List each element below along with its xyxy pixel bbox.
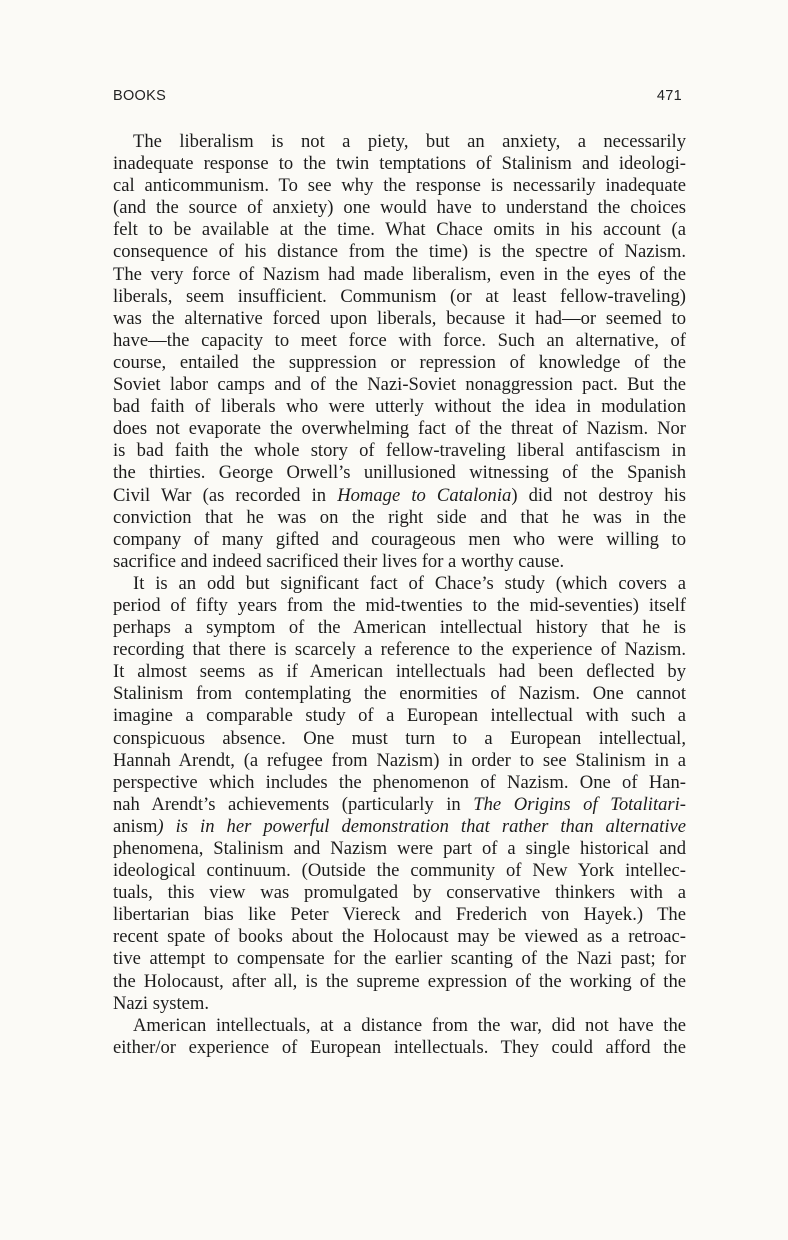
text-line: It almost seems as if American intellectuals had been deflected by: [113, 661, 686, 683]
text-line: It is an odd but significant fact of Chace’s study (which covers a: [133, 572, 686, 594]
text-line: tuals, this view was promulgated by conservative thinkers with a: [113, 882, 686, 904]
page-number: 471: [656, 88, 682, 104]
text-line: the Holocaust, after all, is the supreme expression of the working of the: [113, 970, 686, 992]
text-line: inadequate response to the twin temptations of Stalinism and ideologi-: [113, 153, 686, 175]
text-line: conviction that he was on the right side and that he was in the: [113, 506, 686, 528]
text-line: conspicuous absence. One must turn to a European intellectual,: [113, 727, 686, 749]
text-line: perspective which includes the phenomenon of Nazism. One of Han-: [113, 771, 686, 793]
text-line: The liberalism is not a piety, but an anxiety, a necessarily: [133, 131, 686, 152]
text-line: does not evaporate the overwhelming fact of the threat of Nazism. Nor: [113, 418, 686, 440]
text-line: liberals, seem insufficient. Communism (or at least fellow-traveling): [113, 285, 686, 307]
text-line: bad faith of liberals who were utterly without the idea in modulation: [113, 396, 686, 418]
book-title: ) is in her powerful demonstration that rather than alternative: [157, 815, 686, 837]
text-line: sacrifice and indeed sacrificed their lives for a worthy cause.: [113, 550, 565, 572]
text-line: American intellectuals, at a distance from the war, did not have the: [133, 1014, 686, 1036]
text-line: phenomena, Stalinism and Nazism were part of a single historical and: [113, 838, 686, 859]
text-line: either/or experience of European intellectuals. They could afford the: [113, 1036, 686, 1058]
text-line: course, entailed the suppression or repression of knowledge of the: [113, 351, 686, 373]
text-line: recording that there is scarcely a reference to the experience of Nazism.: [113, 639, 686, 661]
text-line: Nazi system.: [113, 992, 210, 1014]
text-line: is bad faith the whole story of fellow-traveling liberal antifascism in: [113, 440, 686, 462]
text-line: felt to be available at the time. What Chace omits in his account (a: [113, 219, 686, 241]
text-line: nah Arendt’s achievements (particularly in The Origins of Totalitari-: [113, 793, 686, 815]
text-line: period of fifty years from the mid-twenties to the mid-seventies) itself: [113, 594, 686, 616]
text-line: cal anticommunism. To see why the response is necessarily inadequate: [113, 175, 686, 197]
text-line: recent spate of books about the Holocaust may be viewed as a retroac-: [113, 926, 686, 948]
text-line: Hannah Arendt, (a refugee from Nazism) in order to see Stalinism in a: [113, 749, 686, 771]
text-line: anism) is in her powerful demonstration that rather than alternative: [113, 815, 686, 837]
text-line: (and the source of anxiety) one would have to understand the choices: [113, 197, 686, 219]
text-line: consequence of his distance from the time) is the spectre of Nazism.: [113, 241, 686, 263]
text-line: Stalinism from contemplating the enormities of Nazism. One cannot: [113, 683, 686, 705]
text-line: Soviet labor camps and of the Nazi-Soviet nonaggression pact. But the: [113, 374, 686, 396]
paragraph: [113, 573, 686, 1015]
book-title: Homage to Catalonia: [337, 484, 512, 506]
text-line: Civil War (as recorded in Homage to Catalonia) did not destroy his: [113, 484, 686, 506]
text-line: The very force of Nazism had made liberalism, even in the eyes of the: [113, 263, 686, 285]
text-line: company of many gifted and courageous men who were willing to: [113, 528, 686, 550]
text-line: libertarian bias like Peter Viereck and Frederich von Hayek.) The: [113, 904, 686, 926]
text-line: imagine a comparable study of a European intellectual with such a: [113, 705, 686, 727]
paragraph: [113, 1015, 686, 1059]
text-line: have—the capacity to meet force with force. Such an alternative, of: [113, 329, 686, 351]
book-title: The Origins of Totalitari-: [473, 793, 686, 815]
text-line: ideological continuum. (Outside the community of New York intellec-: [113, 860, 686, 882]
text-line: tive attempt to compensate for the earlier scanting of the Nazi past; for: [113, 948, 686, 970]
text-line: was the alternative forced upon liberals, because it had—or seemed to: [113, 307, 686, 329]
section-title: BOOKS: [113, 88, 167, 104]
paragraph: [113, 131, 686, 573]
text-line: the thirties. George Orwell’s unillusioned witnessing of the Spanish: [113, 462, 686, 484]
body-text: [113, 131, 686, 1059]
text-line: perhaps a symptom of the American intellectual history that he is: [113, 617, 686, 639]
running-header: [113, 88, 682, 110]
